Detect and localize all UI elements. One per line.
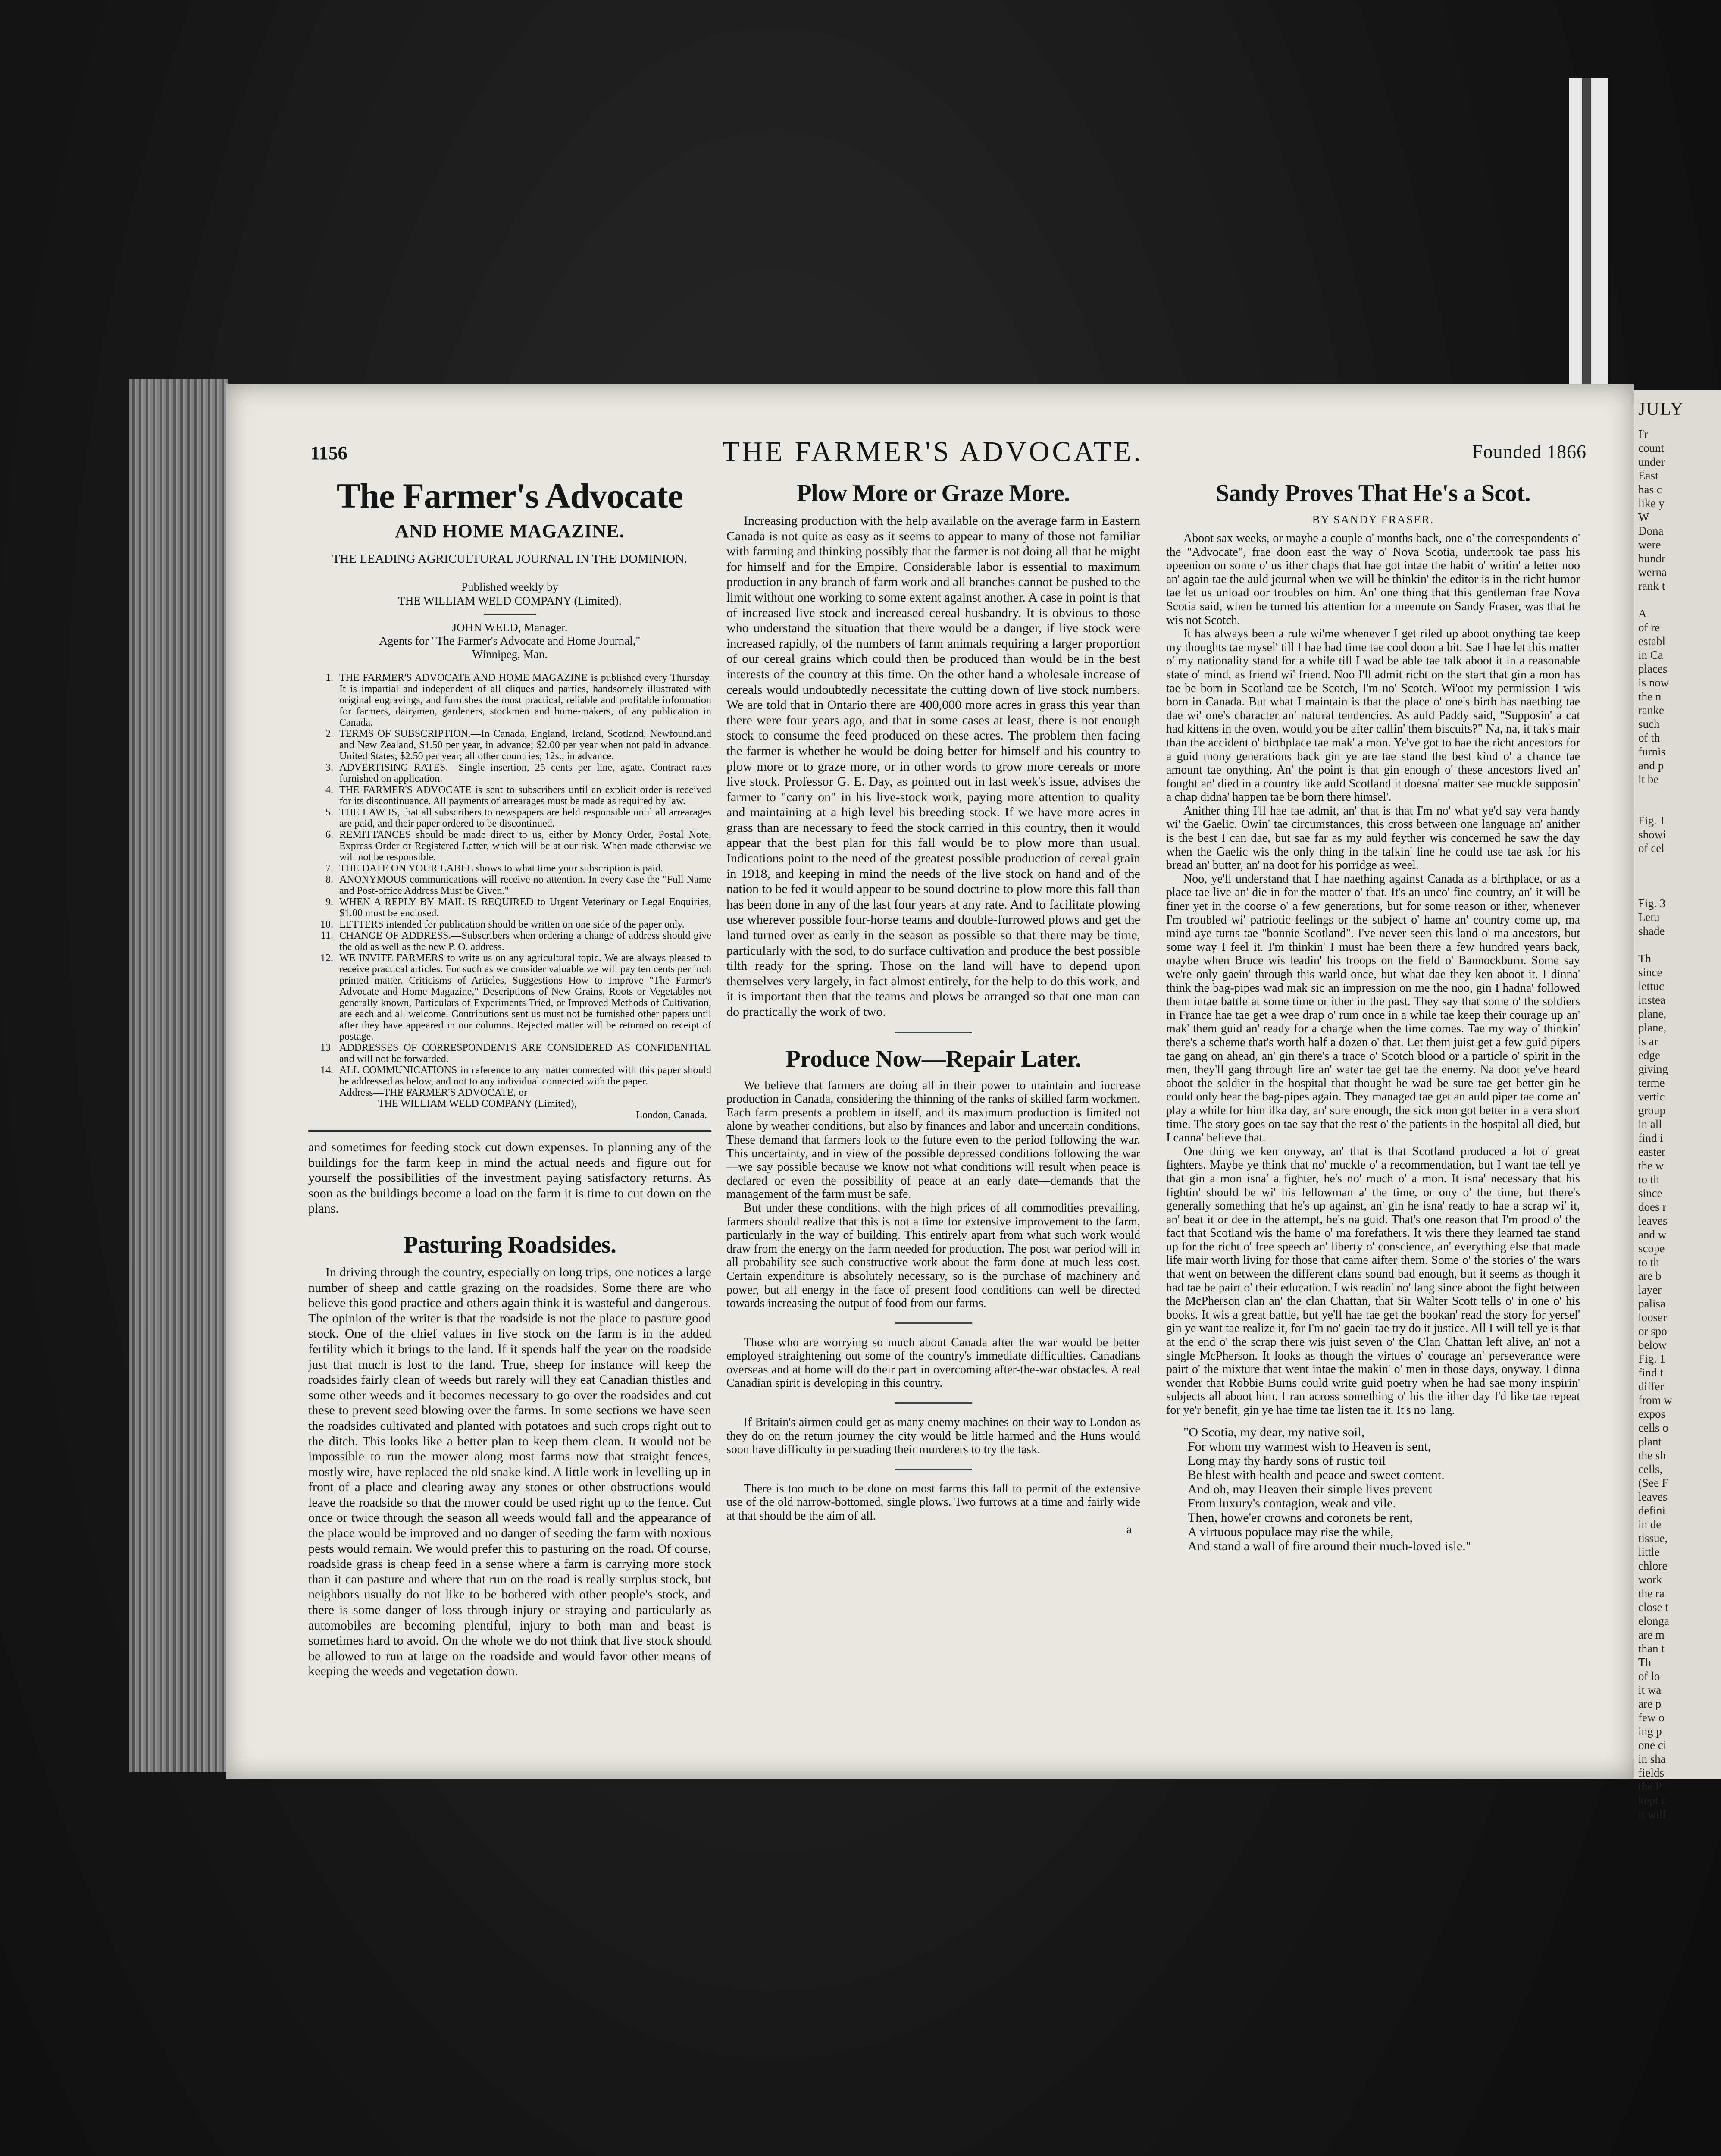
- next-page-fragment: expos: [1638, 1407, 1665, 1420]
- produce-article: [726, 1079, 1140, 1310]
- next-page-fragment: the w: [1638, 1159, 1664, 1172]
- next-page-fragment: in de: [1638, 1518, 1662, 1531]
- newspaper-page: [226, 384, 1634, 1779]
- next-page-fragment: scope: [1638, 1242, 1665, 1255]
- next-page-fragment: Fig. 1: [1638, 1352, 1666, 1365]
- manager-line-3: Winnipeg, Man.: [472, 648, 548, 661]
- terms-item: [308, 874, 711, 896]
- terms-item-text: LETTERS intended for publication should be written on one side of the paper only.: [339, 919, 685, 930]
- address-block: [308, 1087, 711, 1109]
- next-page-fragment: giving: [1638, 1062, 1668, 1075]
- terms-item-number: 3.: [325, 762, 333, 773]
- next-page-fragment: Letu: [1638, 911, 1660, 924]
- next-page-fragment: are b: [1638, 1269, 1662, 1282]
- terms-item: [308, 829, 711, 863]
- next-page-fragment: is now: [1638, 676, 1669, 689]
- terms-item-text: CHANGE OF ADDRESS.—Subscribers when ordering a change of address should give the old as well as the new P. O. address.: [339, 930, 711, 953]
- next-page-fragment: [1634, 938, 1721, 952]
- manager-block: [308, 621, 711, 661]
- column-3: [1166, 474, 1580, 1553]
- next-page-text-fragments: [1634, 427, 1721, 1821]
- next-page-fragment: are p: [1638, 1697, 1662, 1710]
- editorial-divider-1: [895, 1322, 972, 1324]
- terms-item-number: 10.: [320, 919, 333, 930]
- next-page-fragment: Th: [1638, 952, 1651, 965]
- terms-item: [308, 863, 711, 874]
- pasturing-article: [308, 1265, 711, 1679]
- continued-article-text: and sometimes for feeding stock cut down expenses. In planning any of the buildings for the farm keep in mind the actual needs and figure out for yourself the possibilities of the investment paying satisfactory returns. As soon as the buildings become a load on the farm it is time to cut down on the plans.: [308, 1140, 711, 1216]
- article-divider: [895, 1032, 972, 1033]
- book-page-edges: [129, 379, 228, 1772]
- editorial-paragraph-2: If Britain's airmen could get as many enemy machines on their way to London as they do on the return journey the city would be little harmed and the Huns would soon have difficulty in persuading their murderers to try the task.: [726, 1416, 1140, 1457]
- sandy-paragraph-5: One thing we ken onyway, an' that is that Scotland produced a lot o' great fighters. Maybe ye think that no' muckle o' a recommendation, but I want tae tell ye that gin a mon isna' a fighter, he's no' much o' a mon. It isna' necessary that his fightin' should be wi' his fellowman a' the time, or ony o' the time, but there's generally something that he's up against, an' gin he isna' ready to hae a scrap wi' it, an' beat it or dee in the attempt, he's na guid. That's one reason that I'm prood o' the fact that Scotland wis the hame o' ma forefathers. It wis there they learned tae stand up for the richt o' free speech an' liberty o' conscience, an' everything else that made life mair worth living for those that came aifter them. Some o' the stories o' the wars that went on between the different clans sound bad enough, but it seems as though it had tae be pairt o' their education. I wis readin' no' lang since aboot the fight between the McPherson clan an' the clan Chattan, that Sir Walter Scott tells o' in one o' his books. It wis a great battle, but ye'll hae tae get the bookan' read the story for yersel' gin ye want tae realize it, for I'm no' gaein' tae try do it justice. All I will tell ye is that at the end o' the scrap there wis juist seven o' the Clan Chattan left alive, an' not a single McPherson. It looks as though the virtues o' courage an' perseverance were pairt o' the mixture that went intae the makin' o' men in those days, onyway. I dinna wonder that Robbie Burns could write guid poetry when he had sae mony inspirin' subjects all aboot him. I ran across something o' his the ither day I'd like tae repeat for ye'r benefit, gin ye hae time tae listen tae it. It's no' lang.: [1166, 1144, 1580, 1417]
- editorial-paragraph-3: There is too much to be done on most farms this fall to permit of the extensive use of the old narrow-bottomed, single plows. Two furrows at a time and fairly wide at that should be the aim of all.: [726, 1482, 1140, 1523]
- terms-item-number: 13.: [320, 1042, 333, 1053]
- terms-item-number: 9.: [325, 896, 333, 908]
- terms-item-text: TERMS OF SUBSCRIPTION.—In Canada, England, Ireland, Scotland, Newfoundland and New Zealand, $1.50 per year, in advance; $2.00 per year when not paid in advance. United States, $2.50 per year; all other countries, 12s., in advance.: [339, 728, 711, 762]
- next-page-fragment: work: [1638, 1573, 1662, 1586]
- next-page-running-head: JULY: [1638, 399, 1684, 419]
- next-page-fragment: one ci: [1638, 1739, 1667, 1752]
- running-header: [226, 436, 1634, 466]
- column-1: [308, 474, 711, 1679]
- next-page-fragment: werna: [1638, 566, 1667, 579]
- published-line-1: Published weekly by: [461, 580, 558, 593]
- terms-item-text: ANONYMOUS communications will receive no attention. In every case the "Full Name and Post-office Address Must be Given.": [339, 874, 711, 896]
- terms-item: [308, 896, 711, 919]
- pasturing-paragraph: In driving through the country, especially on long trips, one notices a large number of sheep and cattle grazing on the roadsides. Some there are who believe this good practice and others again think it is wasteful and dangerous. The opinion of the writer is that the roadside is not the place to pasture good stock. One of the chief values in live stock on the farm is in the added fertility which it brings to the land. If it spends half the year on the roadside just that much is lost to the land. True, sheep for instance will keep the roadsides fairly clean of weeds but rarely will they eat Canadian thistles and some other weeds and it becomes necessary to go over the roadsides and cut these to prevent seed blowing over the farms. In some sections we have seen the roadsides cultivated and planted with potatoes and such crops right out to the ditch. This looks like a better plan to keep them clean. It would not be impossible to run the mower along most farms now that straight fences, mostly wire, have replaced the old snake kind. A little work in levelling up in front of a place and clearing away any stones or other obstructions would leave the roadside so that the mower could be used right up to the fence. Cut once or twice through the season all weeds would fall and the appearance of the place would be improved and no danger of seeding the farm with noxious pests would remain. We would prefer this to pasturing on the road. Of course, roadside grass is cheap feed in a sense where a farm is carrying more stock than it can pasture and where that run on the road is really surplus stock, but neighbors usually do not like to be bothered with other people's stock, and there is some danger of loss through injury or straying and particularly as automobiles are becoming plentiful, injury to both man and beast is sometimes hard to avoid. On the whole we do not think that live stock should be allowed to run at large on the roadside and would favor other means of keeping the weeds and vegetation down.: [308, 1265, 711, 1679]
- terms-item: [308, 1042, 711, 1065]
- published-line-2: THE WILLIAM WELD COMPANY (Limited).: [398, 594, 622, 607]
- next-page-fragment: in all: [1638, 1118, 1662, 1131]
- next-page-fragment: and p: [1638, 759, 1664, 772]
- terms-item-number: 2.: [325, 728, 333, 740]
- next-page-fragment: the P: [1638, 1780, 1662, 1793]
- next-page-fragment: from w: [1638, 1394, 1672, 1407]
- sandy-article: [1166, 532, 1580, 1417]
- sandy-paragraph-1: Aboot sax weeks, or maybe a couple o' months back, one o' the correspondents o' the "Advocate", frae doon east the way o' Nova Scotia, undertook tae pass his opeenion on some o' us ither chaps that hae got intae the habit o' writin' a letter noo an' again tae the auld journal when we will be thinkin' the editor is in the richt humor tae let us unload oor troubles on him. An' one thing that this gentleman frae Nova Scotia said, when he turned his attention for a meenute on Sandy Fraser, was that he wis not Scotch.: [1166, 532, 1580, 627]
- next-page-fragment: kept c: [1638, 1794, 1667, 1807]
- terms-item-text: REMITTANCES should be made direct to us, either by Money Order, Postal Note, Express Order or Registered Letter, which will be at our risk. When made otherwise we will not be responsible.: [339, 829, 711, 863]
- next-page-fragment: [1634, 800, 1721, 814]
- terms-item-text: ADVERTISING RATES.—Single insertion, 25 cents per line, agate. Contract rates furnished on application.: [339, 762, 711, 784]
- next-page-fragment: count: [1638, 442, 1664, 454]
- terms-item-text: WE INVITE FARMERS to write us on any agricultural topic. We are always pleased to receive practical articles. For such as we consider valuable we will pay ten cents per inch printed matter. Criticisms of Articles, Suggestions How to Improve "The Farmer's Advocate and Home Magazine," Descriptions of New Grains, Roots or Vegetables not generally known, Particulars of Experiments Tried, or Improved Methods of Cultivation, are each and all welcome. Contributions sent us must not be furnished other papers until after they have appeared in our columns. Rejected matter will be returned on receipt of postage.: [339, 953, 711, 1042]
- next-page-fragment: instea: [1638, 993, 1665, 1006]
- next-page-fragment: W: [1638, 511, 1649, 523]
- terms-item: [308, 807, 711, 829]
- next-page-fragment: ing p: [1638, 1725, 1662, 1738]
- poem-line: A virtuous populace may rise the while,: [1188, 1524, 1394, 1539]
- masthead-divider: [308, 1130, 711, 1132]
- next-page-fragment: of lo: [1638, 1670, 1660, 1683]
- next-page-fragment: find t: [1638, 1366, 1663, 1379]
- next-page-fragment: does r: [1638, 1200, 1667, 1213]
- next-page-fragment: easter: [1638, 1145, 1665, 1158]
- page-number: 1156: [310, 442, 347, 464]
- terms-item-number: 8.: [325, 874, 333, 885]
- column-2: [726, 474, 1140, 1536]
- next-page-fragment: like y: [1638, 497, 1665, 510]
- editorial-divider-3: [895, 1469, 972, 1470]
- poem-line: Long may thy hardy sons of rustic toil: [1188, 1453, 1386, 1468]
- address-line-2: THE WILLIAM WELD COMPANY (Limited),: [378, 1098, 577, 1109]
- next-page-fragment: to th: [1638, 1173, 1659, 1186]
- next-page-fragment: in sha: [1638, 1752, 1666, 1765]
- next-page-fragment: since: [1638, 966, 1662, 979]
- next-page-fragment: defini: [1638, 1504, 1665, 1517]
- address-city: London, Canada.: [636, 1109, 707, 1121]
- terms-item-text: THE DATE ON YOUR LABEL shows to what time your subscription is paid.: [339, 863, 663, 874]
- next-page-fragment: Dona: [1638, 524, 1664, 537]
- next-page-fragment: of re: [1638, 621, 1660, 634]
- sandy-paragraph-4: Noo, ye'll understand that I hae naething against Canada as a birthplace, or as a place tae live an' die in for the matter o' that. It's an unco' fine country, an' it will be finer yet in the coorse o' a few generations, but for some reason or ither, whenever I'm troubled wi' patriotic feelings or the subject o' hame an' country come up, ma mind aye turns tae "bonnie Scotland". I've never seen this land o' ma ancestors, but some way I feel it. I'm thinkin' I must hae been there a few hundred years back, maybe when Bruce wis leadin' his troops on the field o' Bannockburn. Some say we're only gaein' through this warld once, but what dae they ken aboot it. I dinna' think the bag-pipes wad mak sic an impression on me the noo, gin I hadna' followed them intae battle at some time or ither in the past. They say that some o' the soldiers in France hae tae get a wee drap o' rum once in a while tae keep their courage up an' mak' them guid an' ready for a charge when the time comes. Tae my way o' thinkin' there's a scheme that's worth half a dozen o' that. Let them juist get a few guid pipers tae gang on ahead, an' gin there's a trace o' Scotch blood or a particle o' spirit in the men, they'll gang through fire an' water tae get tae the enemy. Na doot ye've heard aboot the soldier in the hospital that thought he wad be sure tae get better gin he could only hear the bag-pipes again. They managed tae get an auld piper tae come an' play a while for him ilka day, an' sure enough, the sick mon got better in a vera short time. The story goes on tae say that the rest o' the patients in the hospital all died, but I canna' believe that.: [1166, 872, 1580, 1145]
- next-page-fragment: edge: [1638, 1049, 1660, 1062]
- plow-heading: Plow More or Graze More.: [797, 480, 1070, 507]
- next-page-fragment: find i: [1638, 1131, 1663, 1144]
- next-page-fragment: is ar: [1638, 1035, 1658, 1048]
- sandy-heading: Sandy Proves That He's a Scot.: [1216, 480, 1530, 507]
- terms-item: [308, 953, 711, 1042]
- next-page-fragment: showi: [1638, 828, 1666, 841]
- next-page-fragment: A: [1638, 607, 1647, 620]
- column-end-mark: a: [1126, 1523, 1132, 1536]
- next-page-fragment: (See F: [1638, 1476, 1668, 1489]
- plow-paragraph: Increasing production with the help available on the average farm in Eastern Canada is not quite as easy as it seems to appear to many of those not familiar with farming and thinking possibly that the farmer is not doing all that he might for himself and for the Empire. Considerable labor is essential to maximum production in any branch of farm work and all branches cannot be pushed to the limit without one working to some extent against another. A case in point is that of increased live stock and increased cereal husbandry. It is obvious to those who understand the situation that there would be a danger, if live stock were increased rapidly, of the numbers of farm animals requiring a larger proportion of our cereal grains which could then be produced than would be in the best interests of the country at this time. On the other hand a wholesale increase of cereals would undoubtedly necessitate the cutting down of live stock numbers. We are told that in Ontario there are 400,000 more acres in grass this year than there were four years ago, and that in some cases at least, there is not enough stock to consume the feed produced on these acres. The problem then facing the farmer is whether he would be doing better for himself and his country to plow more or to graze more, or in other words to grow more cereals or more live stock. Professor G. E. Day, as pointed out in last week's issue, advises the farmer to "carry on" in his live-stock work, paying more attention to quality and maintaining at a high level his breeding stock. If we have more acres in grass than are necessary to feed the stock carried in this country, then it would appear that the best plan for this fall would be to plow more than usual. Indications point to the need of the greatest possible production of cereal grain in 1918, and keeping in mind the needs of the live stock on hand and of the nation to be fed it would appear to be sound doctrine to plow more this fall than has been done in any of the last four years at any rate. And to facilitate plowing use wherever possible four-horse teams and double-furrowed plows and get the land turned over as early in the season as possible so that there may be time, particularly with the sod, to do surface cultivation and produce the best possible tilth ready for the spring. Those on the land will have to depend upon themselves very largely, in fact almost entirely, for the help to do this work, and it is important then that the teams and plows be arranged so that one man can do practically the work of two.: [726, 514, 1140, 1019]
- terms-item-number: 11.: [320, 930, 333, 941]
- terms-item-text: THE LAW IS, that all subscribers to newspapers are held responsible until all arrearages are paid, and their paper ordered to be discontinued.: [339, 807, 711, 829]
- next-page-fragment: Fig. 1: [1638, 814, 1666, 827]
- next-page-fragment: terme: [1638, 1076, 1665, 1089]
- next-page-fragment: palisa: [1638, 1297, 1665, 1310]
- terms-item-number: 6.: [325, 829, 333, 840]
- next-page-fragment: rank t: [1638, 580, 1665, 592]
- next-page-fragment: I'r: [1638, 428, 1648, 441]
- next-page-fragment: elonga: [1638, 1614, 1669, 1627]
- editorial-divider-2: [895, 1402, 972, 1404]
- next-page-fragment: differ: [1638, 1380, 1664, 1393]
- next-page-fragment: lettuc: [1638, 980, 1664, 993]
- next-page-fragment: of cel: [1638, 842, 1665, 855]
- editorial-note-1: [726, 1336, 1140, 1390]
- next-page-fragment: shade: [1638, 924, 1665, 937]
- next-page-fragment: close t: [1638, 1601, 1668, 1614]
- next-page-fragment: tissue,: [1638, 1532, 1668, 1545]
- next-page-fragment: are m: [1638, 1628, 1665, 1641]
- next-page-fragment: plane,: [1638, 1007, 1667, 1020]
- poem-line: Be blest with health and peace and sweet content.: [1188, 1467, 1445, 1482]
- terms-item-text: THE FARMER'S ADVOCATE is sent to subscribers until an explicit order is received for its discontinuance. All payments of arrearages must be made as required by law.: [339, 784, 711, 807]
- editorial-note-3: [726, 1482, 1140, 1536]
- next-page-fragment: chlore: [1638, 1559, 1668, 1572]
- next-page-fragment: Th: [1638, 1656, 1651, 1669]
- terms-item: [308, 919, 711, 930]
- terms-item-text: ADDRESSES OF CORRESPONDENTS ARE CONSIDERED AS CONFIDENTIAL and will not be forwarded.: [339, 1042, 711, 1065]
- next-page-fragment: since: [1638, 1187, 1662, 1200]
- sandy-paragraph-3: Anither thing I'll hae tae admit, an' that is that I'm no' what ye'd say vera handy wi' the Gaelic. Owin' tae circumstances, this cross between one language an' anither is the best I can dae, but sae far as my auld feyther wis concerned he saw the day when the Gaelic wis the only thing in the talkin' line he could use tae ask for his bread an' butter, an' na doot for his porridge as weel.: [1166, 804, 1580, 872]
- terms-item: [308, 1065, 711, 1087]
- next-page-fragment: the ra: [1638, 1587, 1665, 1600]
- next-page-fragment: places: [1638, 662, 1668, 675]
- next-page-fragment: plant: [1638, 1435, 1662, 1448]
- next-page-fragment: group: [1638, 1104, 1665, 1117]
- next-page-fragment: [1634, 883, 1721, 896]
- plow-article: [726, 513, 1140, 1020]
- publisher-line: [308, 580, 711, 608]
- next-page-fragment: and w: [1638, 1228, 1667, 1241]
- editorial-paragraph-1: Those who are worrying so much about Canada after the war would be better employed straightening out some of the country's immediate difficulties. Canadians overseas and at home will do their part in overcoming after-the-war obstacles. A real Canadian spirit is developing in this country.: [726, 1335, 1140, 1390]
- masthead-rule: [484, 614, 536, 615]
- next-page-fragment: Fig. 3: [1638, 897, 1666, 910]
- next-page-fragment: East: [1638, 469, 1658, 482]
- next-page-fragment: under: [1638, 455, 1665, 468]
- next-page-fragment: vertic: [1638, 1090, 1665, 1103]
- terms-item: [308, 930, 711, 953]
- next-page-fragment: the n: [1638, 690, 1662, 703]
- produce-paragraph-1: We believe that farmers are doing all in their power to maintain and increase production in Canada, considering the thinning of the ranks of skilled farm workmen. Each farm presents a problem in itself, and its maximum production is limited not alone by weather conditions, but also by finances and labor and uncertain conditions. These demand that farmers look to the future even to the period following the war. This uncertainty, and in view of the possible depressed conditions following the war—we say possible because we know not what conditions will result when peace is declared or even the possibility of peace at an early date—demands that the management of the farm must be safe.: [726, 1078, 1140, 1201]
- next-page-fragment: layer: [1638, 1283, 1662, 1296]
- masthead-subtitle: AND HOME MAGAZINE.: [395, 520, 625, 542]
- subscription-terms-list: [308, 672, 711, 1087]
- running-title: THE FARMER'S ADVOCATE.: [722, 436, 1143, 467]
- terms-item-text: ALL COMMUNICATIONS in reference to any matter connected with this paper should be addressed as below, and not to any individual connected with the paper.: [339, 1065, 711, 1087]
- poem-line: Then, howe'er crowns and coronets be rent,: [1188, 1510, 1413, 1525]
- burns-poem: [1166, 1425, 1580, 1553]
- terms-item: [308, 728, 711, 762]
- next-page-fragment: plane,: [1638, 1021, 1667, 1034]
- next-page-fragment: leaves: [1638, 1214, 1668, 1227]
- next-page-fragment: than t: [1638, 1642, 1665, 1655]
- terms-item-number: 5.: [325, 807, 333, 818]
- poem-line: And oh, may Heaven their simple lives prevent: [1188, 1482, 1432, 1496]
- next-page-fragment: little: [1638, 1545, 1660, 1558]
- next-page-fragment: below: [1638, 1338, 1667, 1351]
- next-page-fragment: [1634, 593, 1721, 607]
- produce-heading: Produce Now—Repair Later.: [785, 1045, 1081, 1072]
- terms-item-text: THE FARMER'S ADVOCATE AND HOME MAGAZINE is published every Thursday. It is impartial and independent of all cliques and parties, handsomely illustrated with original engravings, and furnishes the most practical, reliable and profitable information for farmers, dairymen, gardeners, stockmen and home-makers, of any publication in Canada.: [339, 672, 711, 728]
- next-page-fragment: it wa: [1638, 1683, 1662, 1696]
- produce-paragraph-2: But under these conditions, with the high prices of all commodities prevailing, farmers should realize that this is not a time for extensive improvement to the farm, particularly in the way of building. This entirely apart from what such work would draw from the energy on the farm needed for production. The post war period will in all probability see such constructive work about the farm done at much less cost. Certain expenditure is absolutely necessary, so is the purchase of machinery and power, but all energy in the face of present food conditions can well be directed towards increasing the output of food from our farms.: [726, 1201, 1140, 1310]
- pasturing-heading: Pasturing Roadsides.: [403, 1231, 616, 1258]
- next-page-fragment: were: [1638, 538, 1661, 551]
- next-page-fragment: [1634, 869, 1721, 883]
- next-page-fragment: in Ca: [1638, 649, 1663, 661]
- next-page-fragment: the sh: [1638, 1449, 1666, 1462]
- next-page-fragment: it be: [1638, 773, 1659, 786]
- next-page-fragment: [1634, 786, 1721, 800]
- terms-item: [308, 672, 711, 728]
- terms-item: [308, 762, 711, 784]
- poem-line: From luxury's contagion, weak and vile.: [1188, 1496, 1396, 1510]
- continued-article: [308, 1140, 711, 1216]
- next-page-fragment: fields: [1638, 1766, 1664, 1779]
- masthead-title: The Farmer's Advocate: [336, 476, 683, 515]
- next-page-fragment: hundr: [1638, 552, 1665, 565]
- next-page-fragment: [1634, 855, 1721, 869]
- terms-item-number: 12.: [320, 953, 333, 964]
- next-page-fragment: it will: [1638, 1808, 1666, 1821]
- next-page-fragment: such: [1638, 718, 1660, 730]
- terms-item-number: 4.: [325, 784, 333, 796]
- terms-item-text: WHEN A REPLY BY MAIL IS REQUIRED to Urgent Veterinary or Legal Enquiries, $1.00 must be enclosed.: [339, 896, 711, 919]
- next-page-fragment: looser: [1638, 1311, 1667, 1324]
- poem-line: And stand a wall of fire around their much-loved isle.": [1188, 1539, 1471, 1553]
- next-page-fragment: cells o: [1638, 1421, 1668, 1434]
- next-page-fragment: few o: [1638, 1711, 1665, 1724]
- next-page-edge: [1634, 390, 1721, 1821]
- sandy-paragraph-2: It has always been a rule wi'me whenever I get riled up aboot onything tae keep my thoughts tae mysel' till I hae had time tae cool doon a bit. Sae I hae let this matter o' my nationality stand for a while till I wad be able tae talk aboot it in a reasonable state o' mind, as friend wi' friend. Noo I'll admit richt on the start that gin a mon has tae be born in Scotland tae be Scotch, I'm no' Scotch. Wi'oot my permission I wis born in Canada. But what I maintain is that the place o' one's birth has naething tae dae wi' one's character an' natural tendencies. As auld Paddy said, "Supposin' a cat had kittens in the oven, would you be after callin' them biscuits?" Na, na, it tak's mair than the accident o' birthplace tae mak' a mon. Ye've got to hae the richt ancestors for a guid mony generations back gin ye are tae stand the best kind o' a chance tae amount tae onything. An' the point is that gin enough o' these ancestors lived an' fought an' died in a country like auld Scotland it doesna' matter sae muckle supposin' a chap didna' happen tae be born there himsel'.: [1166, 627, 1580, 804]
- manager-line-2: Agents for "The Farmer's Advocate and Home Journal,": [379, 634, 641, 647]
- poem-line: For whom my warmest wish to Heaven is sent,: [1188, 1439, 1431, 1454]
- terms-item-number: 1.: [325, 672, 333, 683]
- address-line-1: Address—THE FARMER'S ADVOCATE, or: [339, 1087, 527, 1098]
- next-page-fragment: or spo: [1638, 1325, 1667, 1338]
- sandy-byline: BY SANDY FRASER.: [1312, 513, 1434, 526]
- editorial-note-2: [726, 1416, 1140, 1457]
- poem-line: "O Scotia, my dear, my native soil,: [1183, 1425, 1365, 1439]
- next-page-fragment: has c: [1638, 483, 1662, 496]
- masthead: [308, 474, 711, 661]
- next-page-fragment: leaves: [1638, 1490, 1668, 1503]
- terms-item: [308, 784, 711, 807]
- next-page-fragment: to th: [1638, 1256, 1659, 1269]
- terms-item-number: 7.: [325, 863, 333, 874]
- next-page-fragment: furnis: [1638, 745, 1665, 758]
- next-page-fragment: ranke: [1638, 704, 1664, 717]
- manager-line-1: JOHN WELD, Manager.: [452, 621, 568, 634]
- next-page-fragment: establ: [1638, 635, 1665, 648]
- founded-note: Founded 1866: [1472, 441, 1586, 462]
- next-page-fragment: of th: [1638, 731, 1660, 744]
- masthead-tagline: THE LEADING AGRICULTURAL JOURNAL IN THE DOMINION.: [332, 552, 688, 566]
- terms-item-number: 14.: [320, 1065, 333, 1076]
- next-page-fragment: cells,: [1638, 1463, 1663, 1476]
